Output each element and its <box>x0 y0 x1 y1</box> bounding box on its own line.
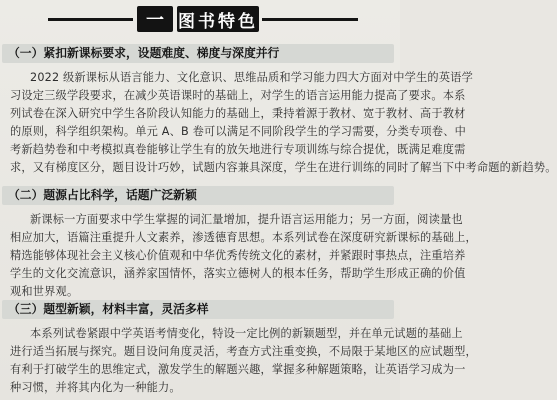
title-number: 一 <box>137 6 173 32</box>
paragraph-line: 相应加大，语篇注重提升人文素养，渗透德育思想。本系列试卷在深度研究新课标的基础上， <box>10 231 477 244</box>
paragraph-line: 2022 级新课标从语言能力、文化意识、思维品质和学习能力四大方面对中学生的英语学 <box>30 71 473 84</box>
section-heading-1: （一）紧扣新课标要求，设题难度、梯度与深度并行 <box>2 44 394 63</box>
paragraph-line: 有利于打破学生的思维定式，激发学生的解题兴趣，掌握多种解题策略，让英语学习成为一 <box>10 363 466 376</box>
paragraph-line: 的原则，科学组织架构。单元 A、B 卷可以满足不同阶段学生的学习需要，分类专项卷、中 <box>10 125 466 138</box>
paragraph-line: 观和世界观。 <box>10 285 79 298</box>
section-heading-2: （二）题源占比科学，话题广泛新颖 <box>2 186 394 205</box>
paragraph-line: 精选能够体现社会主义核心价值观和中华优秀传统文化的素材，并紧跟时事热点，注重培养 <box>10 249 466 262</box>
paragraph-line: 进行适当拓展与探究。题目设问角度灵活，考查方式注重变换，不局限于某地区的应试题型， <box>10 345 477 358</box>
title-rule-right <box>262 18 358 21</box>
page-title: 图书特色 <box>177 6 259 32</box>
paragraph-line: 求，又有梯度区分，题目设计巧妙，试题内容兼具深度，学生在进行训练的同时了解当下中考命题的新趋势。 <box>10 161 557 174</box>
paragraph-line: 列试卷在深入研究中学生各阶段认知能力的基础上，秉持着源于教材、宽于教材、高于教材 <box>10 107 466 120</box>
title-rule-left <box>48 18 133 21</box>
paragraph-line: 考新趋势卷和中考模拟真卷能够让学生有的放矢地进行专项训练与综合提优，既满足难度需 <box>10 143 466 156</box>
paragraph-line: 本系列试卷紧跟中学英语考情变化，特设一定比例的新颖题型，并在单元试题的基础上 <box>30 327 463 340</box>
page-title-banner <box>0 4 400 34</box>
paragraph-line: 新课标一方面要求中学生掌握的词汇量增加，提升语言运用能力；另一方面，阅读量也 <box>30 213 463 226</box>
section-heading-3: （三）题型新颖，材料丰富，灵活多样 <box>2 300 394 319</box>
paragraph-line: 习设定三级学段要求，在减少英语课时的基础上，对学生的语言运用能力提高了要求。本系 <box>10 89 466 102</box>
paragraph-line: 种习惯，并将其内化为一种能力。 <box>10 381 181 394</box>
paragraph-line: 学生的文化交流意识，涵养家国情怀，落实立德树人的根本任务，帮助学生形成正确的价值 <box>10 267 466 280</box>
